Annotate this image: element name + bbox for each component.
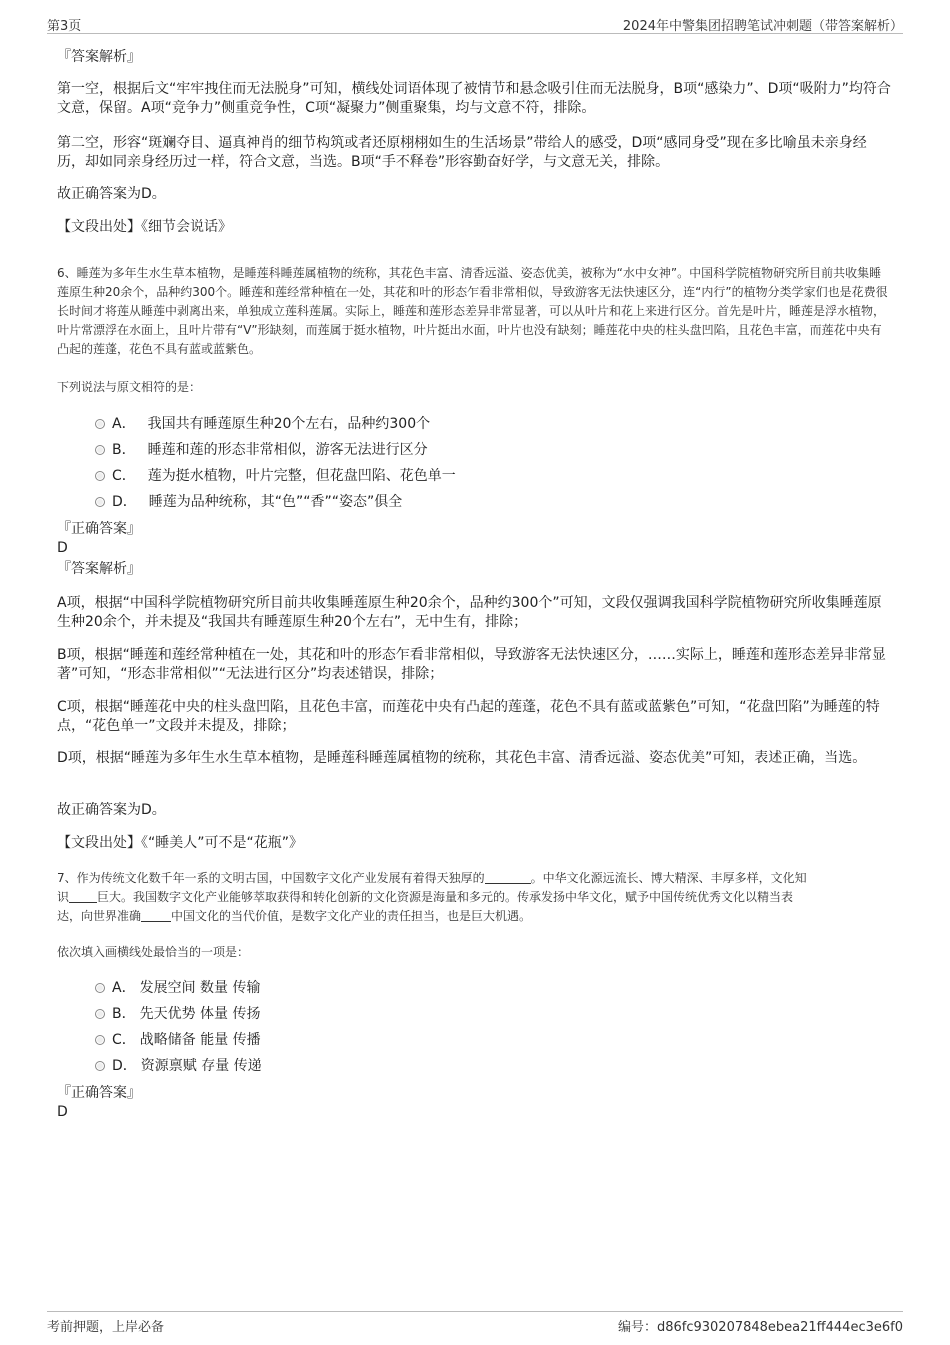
q5-analysis-p1: 第一空，根据后文“牢牢拽住而无法脱身”可知，横线处词语体现了被情节和悬念吸引住而无法脱身，B项“感染力”、D项“吸附力”均符合文意，保留。A项“竞争力”侧重竞争性，C项“凝聚力”侧重聚集，均与文意不符，排除。: [57, 81, 891, 116]
radio-icon[interactable]: [95, 1035, 105, 1045]
radio-icon[interactable]: [95, 1061, 105, 1071]
q7-option-d[interactable]: D． 资源禀赋 存量 传递: [95, 1056, 262, 1076]
radio-icon[interactable]: [95, 497, 105, 507]
page-footer: [47, 1311, 903, 1338]
q7-prompt: 依次填入画横线处最恰当的一项是：: [57, 945, 250, 959]
q6-option-d[interactable]: D． 睡莲为品种统称，其“色”“香”“姿态”俱全: [95, 492, 402, 512]
q5-source: 【文段出处】《细节会说话》: [57, 219, 232, 235]
q6-answer: D: [57, 540, 68, 556]
radio-icon[interactable]: [95, 445, 105, 455]
footer-slogan: 考前押题，上岸必备: [47, 1320, 165, 1335]
page-header: [47, 13, 903, 34]
q6-prompt: 下列说法与原文相符的是：: [57, 380, 202, 394]
q5-conclusion: 故正确答案为D。: [57, 186, 166, 202]
q6-source: 【文段出处】《“睡美人”可不是“花瓶”》: [57, 835, 304, 851]
document-title: 2024年中警集团招聘笔试冲刺题（带答案解析）: [622, 19, 903, 34]
q7-answer: D: [57, 1104, 68, 1120]
radio-icon[interactable]: [95, 1009, 105, 1019]
q7-option-c[interactable]: C． 战略储备 能量 传播: [95, 1030, 261, 1050]
blank-2: [69, 890, 97, 903]
q6-option-c[interactable]: C． 莲为挺水植物，叶片完整，但花盘凹陷、花色单一: [95, 466, 456, 486]
q6-analysis-a: A项，根据“中国科学院植物研究所目前共收集睡莲原生种20余个，品种约300个”可知，文段仅强调我国科学院植物研究所收集睡莲原生种20余个，并未提及“我国共有睡莲原生种20个左右”，无中生有，排除；: [57, 595, 882, 630]
q6-passage: 6、睡莲为多年生水生草本植物，是睡莲科睡莲属植物的统称，其花色丰富、清香远溢、姿态优美，被称为“水中女神”。中国科学院植物研究所目前共收集睡莲原生种20余个，品种约300个。睡莲和莲经常种植在一处，其花和叶的形态乍看非常相似，导致游客无法快速区分，连“内行”的植物分类学家们也是花费很长时间才将莲从睡莲中剥离出来，单独成立莲科莲属。实际上，睡莲和莲形态差异非常显著，可以从叶片和花上来进行区分。首先是叶片，睡莲是浮水植物，叶片常漂浮在水面上，且叶片带有“V”形缺刻，而莲属于挺水植物，叶片挺出水面，叶片也没有缺刻；睡莲花中央的柱头盘凹陷，且花色丰富，而莲花中央有凸起的莲蓬，花色不具有蓝或蓝紫色。: [57, 266, 888, 356]
q6-answer-label: 『正确答案』: [57, 521, 141, 537]
q7-option-a[interactable]: A． 发展空间 数量 传输: [95, 978, 260, 998]
q6-option-b[interactable]: B． 睡莲和莲的形态非常相似，游客无法进行区分: [95, 440, 428, 460]
q7-answer-label: 『正确答案』: [57, 1085, 141, 1101]
q7-passage: 7、作为传统文化数千年一系的文明古国，中国数字文化产业发展有着得天独厚的 。中华文化源远流长、博大精深、丰厚多样，文化知 识 巨大。我国数字文化产业能够萃取获得和转化创新的文化资源是海量和多元的。传承发扬中华文化，赋予中国传统优秀文化以精当表 达，向世界准确 中国文化的当代价值，是数字文化产业的责任担当，也是巨大机遇。: [57, 871, 807, 923]
radio-icon[interactable]: [95, 471, 105, 481]
q6-analysis-label: 『答案解析』: [57, 561, 141, 577]
q7-option-b[interactable]: B． 先天优势 体量 传扬: [95, 1004, 261, 1024]
q5-analysis-label: 『答案解析』: [57, 49, 141, 65]
q5-analysis-p2: 第二空，形容“斑斓夺目、逼真神肖的细节构筑或者还原栩栩如生的生活场景”带给人的感受，D项“感同身受”现在多比喻虽未亲身经历，却如同亲身经历过一样，符合文意，当选。B项“手不释卷”形容勤奋好学，与文意无关，排除。: [57, 135, 867, 170]
blank-3: [141, 909, 171, 922]
q6-analysis-d: D项，根据“睡莲为多年生水生草本植物，是睡莲科睡莲属植物的统称，其花色丰富、清香远溢、姿态优美”可知，表述正确，当选。: [57, 750, 867, 766]
q6-option-a[interactable]: A． 我国共有睡莲原生种20个左右，品种约300个: [95, 414, 430, 434]
q6-conclusion: 故正确答案为D。: [57, 802, 166, 818]
q6-analysis-b: B项，根据“睡莲和莲经常种植在一处，其花和叶的形态乍看非常相似，导致游客无法快速区分，……实际上，睡莲和莲形态差异非常显著”可知，“形态非常相似”“无法进行区分”均表述错误，排除；: [57, 647, 886, 682]
page-number: 第3页: [47, 19, 82, 34]
document-id: 编号：d86fc930207848ebea21ff444ec3e6f0: [617, 1320, 903, 1335]
q6-analysis-c: C项，根据“睡莲花中央的柱头盘凹陷，且花色丰富，而莲花中央有凸起的莲蓬，花色不具有蓝或蓝紫色”可知，“花盘凹陷”为睡莲的特点，“花色单一”文段并未提及，排除；: [57, 699, 880, 734]
blank-1: [485, 871, 531, 884]
radio-icon[interactable]: [95, 419, 105, 429]
radio-icon[interactable]: [95, 983, 105, 993]
